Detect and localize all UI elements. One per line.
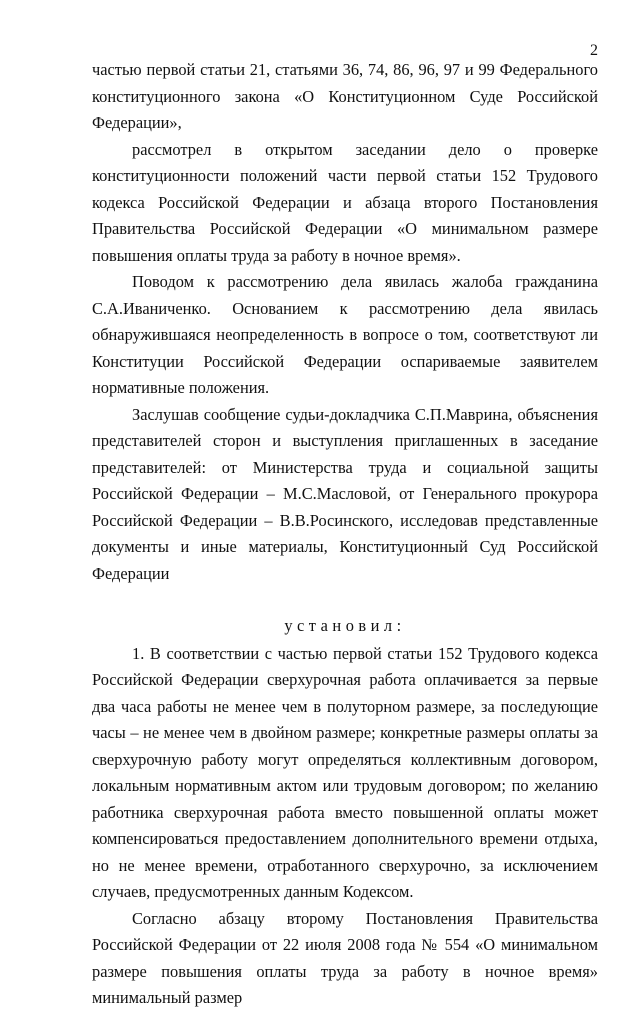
paragraph-point-1: 1. В соответствии с частью первой статьи 152 Трудового кодекса Российской Федерации сверхурочная работа оплачивается за первые два часа работы не менее чем в полуторном размере, за последующие часы – не менее чем в двойном размере; конкретные размеры оплаты за сверхурочную работу могут определяться коллективным договором, локальным нормативным актом или трудовым договором; по желанию работника сверхурочная работа вместо повышенной оплаты может компенсироваться предоставлением дополнительного времени отдыха, но не менее времени, отработанного сверхурочно, за исключением случаев, предусмотренных данным Кодексом.: [92, 643, 598, 901]
paragraph-resolution-554: Согласно абзацу второму Постановления Правительства Российской Федерации от 22 июля 2008 года № 554 «О минимальном размере повышения оплаты труда за работу в ночное время» минимальный размер: [92, 908, 598, 1007]
page-number: 2: [590, 42, 598, 59]
document-body: [92, 57, 598, 1012]
section-heading: установил:: [284, 616, 406, 635]
paragraph-reason: Поводом к рассмотрению дела явилась жалоба гражданина С.А.Иваниченко. Основанием к рассмотрению дела явилась обнаружившаяся неопределенность в вопросе о том, соответствуют ли Конституции Российской Федерации оспариваемые заявителем нормативные положения.: [92, 272, 598, 397]
paragraph-case-considered: рассмотрел в открытом заседании дело о проверке конституционности положений части первой статьи 152 Трудового кодекса Российской Федерации и абзаца второго Постановления Правительства Российской Федерации «О минимальном размере повышения оплаты труда за работу в ночное время».: [92, 139, 598, 265]
paragraph-legal-basis: частью первой статьи 21, статьями 36, 74, 86, 96, 97 и 99 Федерального конституционного закона «О Конституционном Суде Российской Федерации»,: [92, 60, 598, 132]
paragraph-hearing: Заслушав сообщение судьи-докладчика С.П.Маврина, объяснения представителей сторон и выступления приглашенных в заседание представителей: от Министерства труда и социальной защиты Российской Федерации – М.С.Масловой, от Генерального прокурора Российской Федерации – В.В.Росинского, исследовав представленные документы и иные материалы, Конституционный Суд Российской Федерации: [92, 404, 598, 583]
